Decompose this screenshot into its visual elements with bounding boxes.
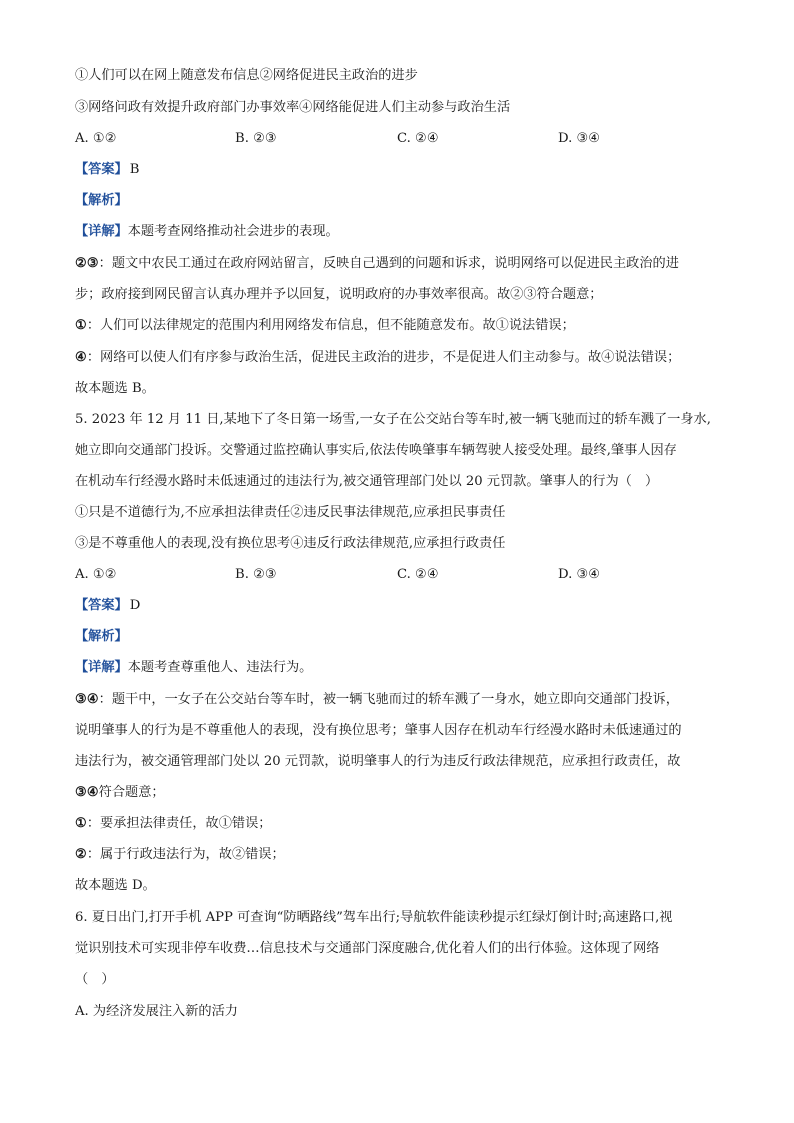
q5-explanation-1 bbox=[75, 690, 679, 710]
option-marker: ① bbox=[75, 816, 87, 831]
q4-options bbox=[75, 129, 715, 149]
option-marker: ② bbox=[75, 847, 87, 862]
q5-option-c: C. ②④ bbox=[397, 567, 439, 582]
q4-option-b: B. ②③ bbox=[235, 131, 277, 146]
answer-value: D bbox=[129, 598, 141, 613]
analysis-label: 【解析】 bbox=[75, 193, 128, 208]
option-marker: ③④ bbox=[75, 785, 99, 800]
detail-label: 【详解】 bbox=[75, 660, 128, 675]
q5-explanation-3 bbox=[75, 845, 285, 865]
explanation-text: ：要承担法律责任，故①错误； bbox=[86, 816, 272, 831]
q5-option-d: D. ③④ bbox=[558, 567, 601, 582]
detail-text: 本题考查尊重他人、违法行为。 bbox=[127, 660, 313, 675]
q5-explanation-1d bbox=[75, 783, 165, 803]
q4-explanation-1 bbox=[75, 254, 679, 274]
explanation-text: ：属于行政违法行为，故②错误； bbox=[86, 847, 285, 862]
q4-option-c: C. ②④ bbox=[397, 131, 439, 146]
q5-explanation-1b: 说明肇事人的行为是不尊重他人的表现，没有换位思考；肇事人因存在机动车行经漫水路时未低速通过的 bbox=[75, 723, 682, 738]
q4-analysis-heading bbox=[75, 191, 128, 211]
option-marker: ① bbox=[75, 318, 87, 333]
q5-statements-1: ①只是不道德行为,不应承担法律责任②违反民事法律规范,应承担民事责任 bbox=[75, 505, 506, 520]
answer-label: 【答案】 bbox=[75, 162, 128, 177]
detail-text: 本题考查网络推动社会进步的表现。 bbox=[127, 224, 339, 239]
explanation-text: 符合题意； bbox=[98, 785, 165, 800]
detail-label: 【详解】 bbox=[75, 224, 128, 239]
q5-options bbox=[75, 565, 715, 585]
answer-value: B bbox=[129, 162, 140, 177]
q5-explanation-2 bbox=[75, 814, 271, 834]
q6-stem-1: 6. 夏日出门,打开手机 APP 可查询“防晒路线”驾车出行;导航软件能读秒提示红绿灯倒计时;高速路口,视 bbox=[75, 910, 673, 925]
q5-answer bbox=[75, 596, 140, 616]
option-marker: ④ bbox=[75, 350, 87, 365]
q5-explanation-1c: 违法行为，被交通管理部门处以 20 元罚款，说明肇事人的行为违反行政法律规范，应承担行政责任，故 bbox=[75, 754, 681, 769]
option-marker: ②③ bbox=[75, 256, 99, 271]
q5-stem-3: 在机动车行经漫水路时未低速通过的违法行为,被交通管理部门处以 20 元罚款。肇事人的行为（ ） bbox=[75, 474, 659, 489]
q5-option-a: A. ①② bbox=[75, 567, 117, 582]
q5-analysis-heading bbox=[75, 627, 128, 647]
q4-option-d: D. ③④ bbox=[558, 131, 601, 146]
q4-explanation-1b: 步；政府接到网民留言认真办理并予以回复，说明政府的办事效率很高。故②③符合题意； bbox=[75, 287, 603, 302]
q4-explanation-3 bbox=[75, 348, 680, 368]
q4-statements-1: ①人们可以在网上随意发布信息②网络促进民主政治的进步 bbox=[75, 68, 418, 83]
q4-detail bbox=[75, 222, 339, 242]
q5-conclusion: 故本题选 D。 bbox=[75, 878, 156, 893]
explanation-text: ：网络可以使人们有序参与政治生活，促进民主政治的进步，不是促进人们主动参与。故④说法错误； bbox=[86, 350, 681, 365]
answer-label: 【答案】 bbox=[75, 598, 128, 613]
q4-conclusion: 故本题选 B。 bbox=[75, 381, 155, 396]
q4-answer bbox=[75, 160, 139, 180]
q5-stem-2: 她立即向交通部门投诉。交警通过监控确认事实后,依法传唤肇事车辆驾驶人接受处理。最终,肇事人因存 bbox=[75, 443, 677, 458]
q6-option-a: A. 为经济发展注入新的活力 bbox=[75, 1004, 238, 1019]
q5-stem-1: 5. 2023 年 12 月 11 日,某地下了冬日第一场雪,一女子在公交站台等车时,被一辆飞驰而过的轿车溅了一身水, bbox=[75, 412, 711, 427]
q4-explanation-2 bbox=[75, 316, 575, 336]
q4-option-a: A. ①② bbox=[75, 131, 117, 146]
q5-statements-2: ③是不尊重他人的表现,没有换位思考④违反行政法律规范,应承担行政责任 bbox=[75, 536, 506, 551]
q6-stem-2: 觉识别技术可实现非停车收费…信息技术与交通部门深度融合,优化着人们的出行体验。这体现了网络 bbox=[75, 941, 660, 956]
explanation-text: ：人们可以法律规定的范围内利用网络发布信息，但不能随意发布。故①说法错误； bbox=[86, 318, 575, 333]
analysis-label: 【解析】 bbox=[75, 629, 128, 644]
q6-stem-3: （ ） bbox=[75, 972, 115, 987]
q5-option-b: B. ②③ bbox=[235, 567, 277, 582]
option-marker: ③④ bbox=[75, 692, 99, 707]
q4-statements-2: ③网络问政有效提升政府部门办事效率④网络能促进人们主动参与政治生活 bbox=[75, 100, 511, 115]
explanation-text: ：题干中，一女子在公交站台等车时，被一辆飞驰而过的轿车溅了一身水，她立即向交通部门投诉， bbox=[98, 692, 679, 707]
q5-detail bbox=[75, 658, 312, 678]
explanation-text: ：题文中农民工通过在政府网站留言，反映自己遇到的问题和诉求，说明网络可以促进民主政治的进 bbox=[98, 256, 679, 271]
